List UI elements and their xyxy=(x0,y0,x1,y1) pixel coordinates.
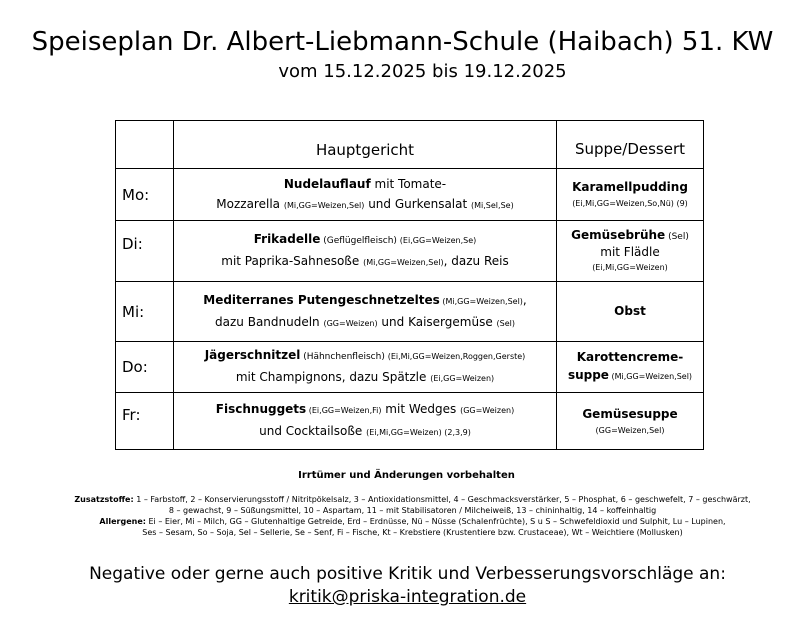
main-dish-line xyxy=(174,251,556,273)
dish-text: und Cocktailsoße xyxy=(259,424,367,438)
feedback-section xyxy=(0,563,805,609)
dish-text: , dazu Reis xyxy=(443,254,509,268)
allergen-codes: (Ei,Mi,GG=Weizen,Roggen,Gerste) xyxy=(387,352,526,361)
dish-name: Frikadelle xyxy=(253,232,321,246)
allergen-codes: (Mi,Sel,Se) xyxy=(471,200,514,210)
soup-name: Gemüsebrühe xyxy=(571,227,666,242)
soup-name: suppe xyxy=(567,368,609,382)
allergen-codes: (GG=Weizen) xyxy=(323,318,378,328)
soup-cell xyxy=(557,393,704,450)
allergen-codes: (GG=Weizen) xyxy=(460,406,515,415)
menu-table xyxy=(115,120,704,450)
main-dish-cell xyxy=(174,282,557,342)
legend xyxy=(40,494,785,538)
allergen-codes: (Ei,Mi,GG=Weizen,So,Nü) (9) xyxy=(572,199,688,208)
main-dish-line xyxy=(174,421,556,443)
day-label: Mo: xyxy=(116,169,174,221)
dish-text: mit Champignons, dazu Spätzle xyxy=(235,370,431,384)
day-label: Do: xyxy=(116,342,174,393)
soup-cell xyxy=(557,221,704,282)
table-row xyxy=(116,221,704,282)
allergens-label: Allergene: xyxy=(99,517,146,526)
header-main-dish: Hauptgericht xyxy=(174,121,557,169)
allergens-line xyxy=(40,516,785,527)
allergen-codes: (Ei,GG=Weizen) xyxy=(430,374,495,383)
dish-name: Mediterranes Putengeschnetzeltes xyxy=(203,292,440,307)
allergen-codes: (Mi,GG=Weizen,Sel) xyxy=(283,200,365,210)
date-range: vom 15.12.2025 bis 19.12.2025 xyxy=(278,61,567,82)
allergen-codes: (Ei,GG=Weizen,Se) xyxy=(399,236,477,245)
main-dish-line xyxy=(174,345,556,367)
allergens-line: Ses – Sesam, So – Soja, Sel – Sellerie, Se – Senf, Fi – Fische, Kt – Krebstiere (Krustentiere bzw. Crustaceae), Wt – Weichtiere (Mollusken) xyxy=(142,528,683,537)
page-title: Speiseplan Dr. Albert-Liebmann-Schule (Haibach) 51. KW xyxy=(31,27,774,57)
soup-name: Karottencreme- xyxy=(576,350,684,364)
soup-line: mit Flädle xyxy=(600,244,660,259)
dish-text: mit Paprika-Sahnesoße xyxy=(221,254,364,268)
soup-cell xyxy=(557,282,704,342)
dish-name: Fischnuggets xyxy=(215,402,307,416)
soup-cell xyxy=(557,169,704,221)
disclaimer: Irrtümer und Änderungen vorbehalten xyxy=(298,470,515,481)
allergen-codes: (Ei,Mi,GG=Weizen) xyxy=(592,262,668,272)
main-dish-line xyxy=(174,290,556,312)
soup-line xyxy=(557,366,703,386)
dish-text: , xyxy=(522,292,527,307)
allergen-codes: (Mi,GG=Weizen,Sel) xyxy=(439,296,523,306)
main-dish-line xyxy=(174,174,556,194)
feedback-email-link[interactable]: kritik@priska-integration.de xyxy=(288,587,527,607)
main-dish-line xyxy=(174,312,556,334)
day-label: Di: xyxy=(116,221,174,282)
soup-line xyxy=(557,228,703,245)
table-row xyxy=(116,393,704,450)
allergen-codes: (Mi,GG=Weizen,Sel) xyxy=(363,258,444,267)
additives-line: 8 – gewachst, 9 – Süßungsmittel, 10 – Aspartam, 11 – mit Stabilisatoren / Milcheiweiß, 13 – chininhaltig, 14 – koffeinhaltig xyxy=(168,506,657,515)
header-day-cell xyxy=(116,121,174,169)
allergen-codes: (GG=Weizen,Sel) xyxy=(595,425,665,435)
allergen-codes: (Ei,Mi,GG=Weizen) (2,3,9) xyxy=(366,428,471,437)
table-row xyxy=(116,169,704,221)
header-soup-dessert: Suppe/Dessert xyxy=(557,121,704,169)
main-dish-line xyxy=(174,367,556,389)
dish-text: (Hähnchenfleisch) xyxy=(300,352,388,362)
main-dish-cell xyxy=(174,393,557,450)
day-label: Mi: xyxy=(116,282,174,342)
main-dish-cell xyxy=(174,342,557,393)
allergen-codes: (Sel) xyxy=(496,318,515,328)
dish-text: mit Wedges xyxy=(381,402,461,416)
main-dish-line xyxy=(174,399,556,421)
additives-line xyxy=(40,494,785,505)
soup-cell xyxy=(557,342,704,393)
day-label: Fr: xyxy=(116,393,174,450)
main-dish-line xyxy=(174,194,556,216)
additives-label: Zusatzstoffe: xyxy=(74,495,134,504)
dish-text: dazu Bandnudeln xyxy=(215,314,324,329)
soup-name: Gemüsesuppe xyxy=(582,406,678,421)
dish-text: und Kaisergemüse xyxy=(377,314,497,329)
table-row xyxy=(116,342,704,393)
dish-text: und Gurkensalat xyxy=(364,196,472,211)
dish-text: Mozzarella xyxy=(216,196,284,211)
additives-text: 1 – Farbstoff, 2 – Konservierungsstoff / Nitritpökelsalz, 3 – Antioxidationsmittel, 4 – Geschmacksverstärker, 5 – Phosphat, 6 – geschwefelt, 7 – geschwärzt, xyxy=(133,495,751,504)
allergen-codes: (Sel) xyxy=(665,231,689,242)
allergens-text: Ei – Eier, Mi – Milch, GG – Glutenhaltige Getreide, Erd – Erdnüsse, Nü – Nüsse (Schalenfrüchte), S u S – Schwefeldioxid und Sulphit, Lu – Lupinen, xyxy=(145,517,726,526)
dish-text: (Geflügelfleisch) xyxy=(320,236,400,246)
table-row xyxy=(116,282,704,342)
dish-name: Jägerschnitzel xyxy=(204,348,301,362)
main-dish-cell xyxy=(174,221,557,282)
dish-text: mit Tomate- xyxy=(370,176,447,191)
soup-name: Obst xyxy=(614,304,646,318)
table-header-row xyxy=(116,121,704,169)
allergen-codes: (Mi,GG=Weizen,Sel) xyxy=(608,372,693,381)
soup-name: Karamellpudding xyxy=(572,180,688,194)
allergen-codes: (Ei,GG=Weizen,Fi) xyxy=(306,406,382,415)
main-dish-line xyxy=(174,229,556,251)
main-dish-cell xyxy=(174,169,557,221)
feedback-text: Negative oder gerne auch positive Kritik und Verbesserungsvorschläge an: xyxy=(89,564,726,584)
dish-name: Nudelauflauf xyxy=(283,176,371,191)
